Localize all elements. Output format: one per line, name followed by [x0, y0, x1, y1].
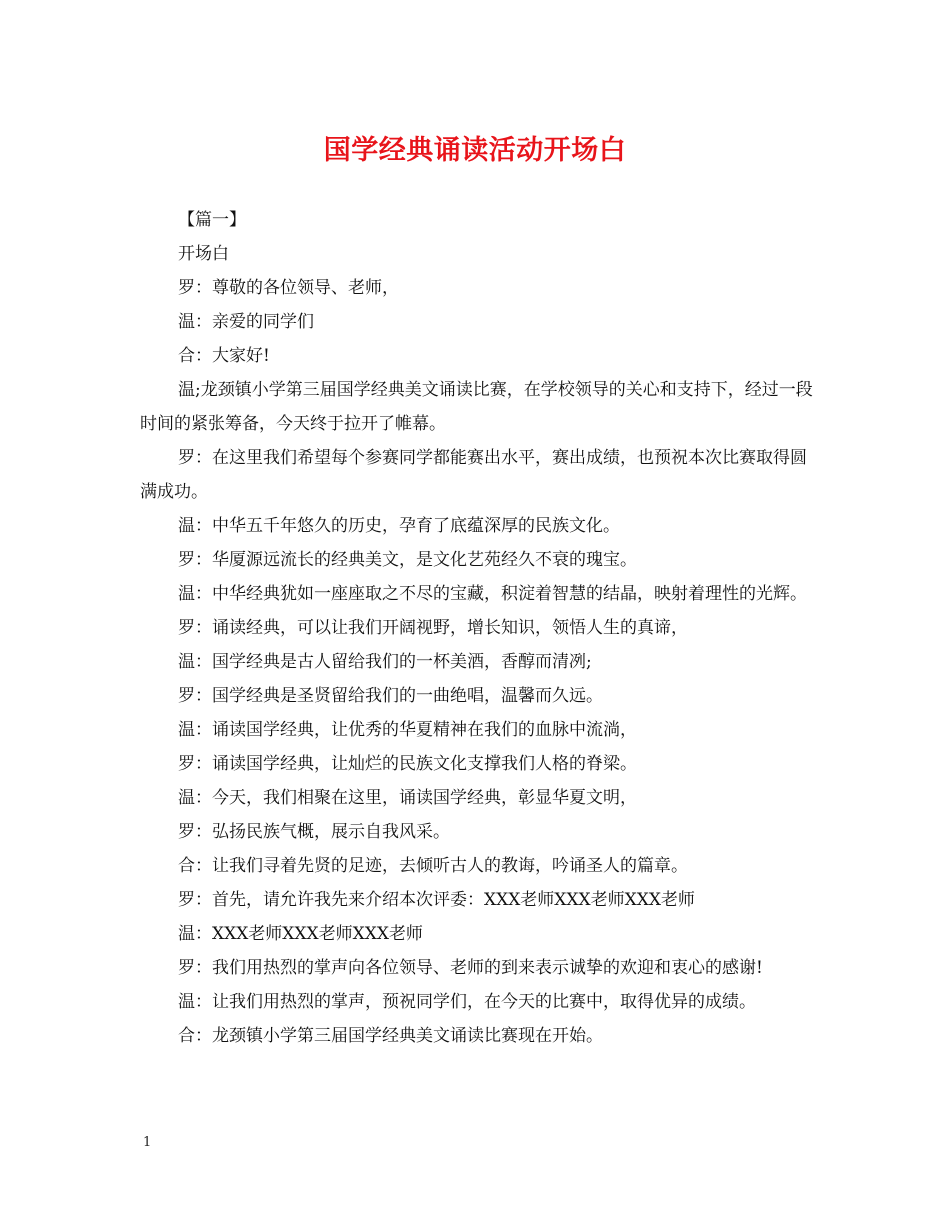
paragraph: 温：中华经典犹如一座座取之不尽的宝藏，积淀着智慧的结晶，映射着理性的光辉。 [178, 584, 807, 604]
paragraph: 罗：国学经典是圣贤留给我们的一曲绝唱，温馨而久远。 [178, 686, 603, 706]
page-number: 1 [143, 1135, 152, 1150]
paragraph: 罗：弘扬民族气概，展示自我风采。 [178, 822, 450, 842]
paragraph: 温：国学经典是古人留给我们的一杯美酒，香醇而清冽; [178, 652, 592, 672]
paragraph: 温：诵读国学经典，让优秀的华夏精神在我们的血脉中流淌， [178, 720, 637, 740]
paragraph: 罗：诵读经典，可以让我们开阔视野，增长知识，领悟人生的真谛， [178, 618, 688, 638]
paragraph: 温：XXX老师XXX老师XXX老师 [178, 924, 423, 944]
paragraph: 罗：我们用热烈的掌声向各位领导、老师的到来表示诚挚的欢迎和衷心的感谢! [178, 958, 763, 978]
paragraph: 【篇一】 [178, 210, 246, 230]
document-title: 国学经典诵读活动开场白 [323, 135, 627, 166]
paragraph: 合：龙颈镇小学第三届国学经典美文诵读比赛现在开始。 [178, 1026, 603, 1046]
document-body [140, 203, 820, 1053]
paragraph: 温：亲爱的同学们 [178, 312, 314, 332]
paragraph: 合：让我们寻着先贤的足迹，去倾听古人的教诲，吟诵圣人的篇章。 [178, 856, 688, 876]
paragraph: 罗：在这里我们希望每个参赛同学都能赛出水平，赛出成绩，也预祝本次比赛取得圆满成功。 [140, 448, 807, 502]
paragraph: 温：今天，我们相聚在这里，诵读国学经典，彰显华夏文明， [178, 788, 637, 808]
paragraph: 温;龙颈镇小学第三届国学经典美文诵读比赛，在学校领导的关心和支持下，经过一段时间的紧张筹备，今天终于拉开了帷幕。 [140, 380, 813, 434]
paragraph: 温：中华五千年悠久的历史，孕育了底蕴深厚的民族文化。 [178, 516, 620, 536]
paragraph: 罗：华厦源远流长的经典美文，是文化艺苑经久不衰的瑰宝。 [178, 550, 637, 570]
paragraph: 罗：尊敬的各位领导、老师， [178, 278, 399, 298]
paragraph: 罗：首先，请允许我先来介绍本次评委：XXX老师XXX老师XXX老师 [178, 890, 695, 910]
paragraph: 合：大家好! [178, 346, 270, 366]
paragraph: 温：让我们用热烈的掌声，预祝同学们，在今天的比赛中，取得优异的成绩。 [178, 992, 756, 1012]
paragraph: 罗：诵读国学经典，让灿烂的民族文化支撑我们人格的脊梁。 [178, 754, 637, 774]
paragraph: 开场白 [178, 244, 229, 264]
